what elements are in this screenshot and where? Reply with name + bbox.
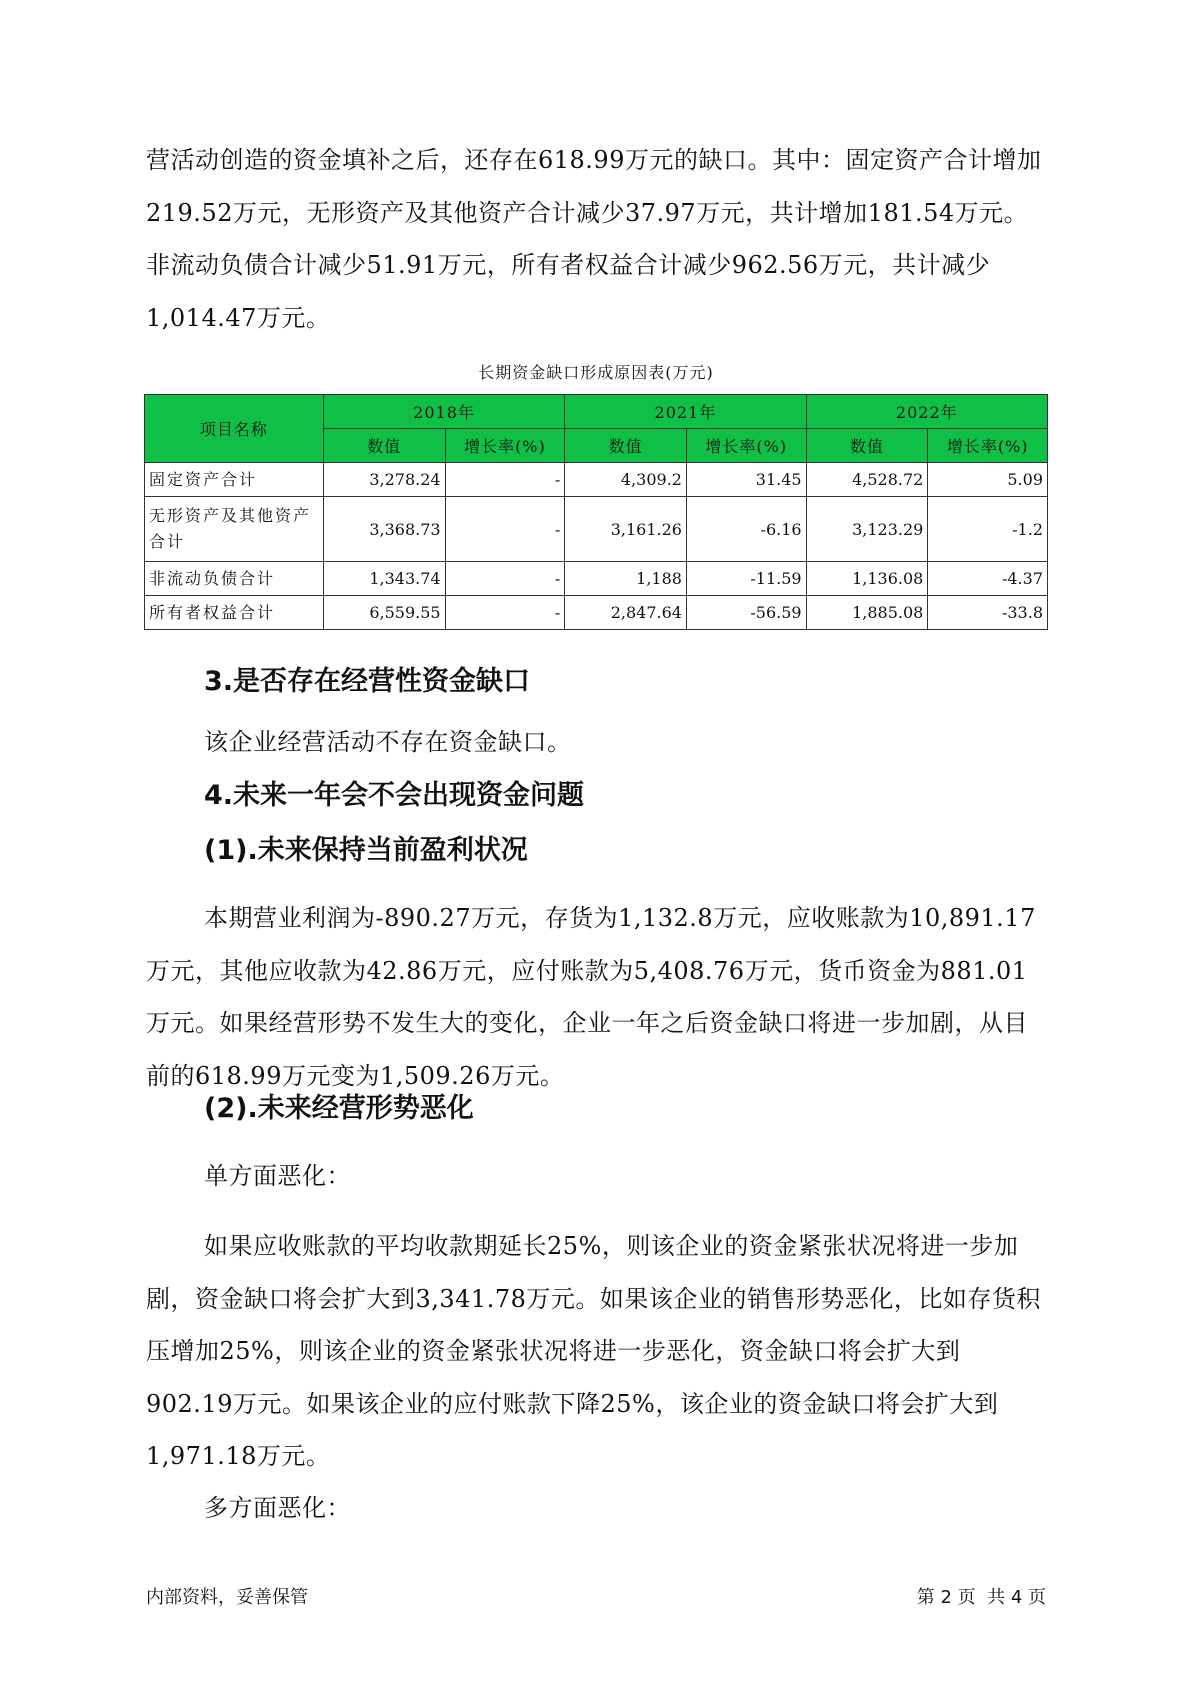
cell-growth: -33.8: [928, 596, 1048, 630]
paragraph-single-deterioration-label: 单方面恶化：: [204, 1162, 351, 1190]
cell-growth: -1.2: [928, 497, 1048, 562]
table-row: [145, 596, 1048, 630]
cell-value: 1,343.74: [323, 562, 445, 596]
cell-growth: -56.59: [686, 596, 806, 630]
cell-value: 6,559.55: [323, 596, 445, 630]
header-item-name: 项目名称: [145, 395, 324, 463]
paragraph-current-profit: 本期营业利润为-890.27万元，存货为1,132.8万元，应收账款为10,891.17万元，其他应收款为42.86万元，应付账款为5,408.76万元，货币资金为881.01万元。如果经营形势不发生大的变化，企业一年之后资金缺口将进一步加剧，从目前的618.99万元变为1,509.26万元。: [146, 904, 1036, 1090]
cell-growth: -11.59: [686, 562, 806, 596]
paragraph-operating-gap: 该企业经营活动不存在资金缺口。: [204, 728, 572, 756]
header-value: 数值: [565, 429, 687, 463]
paragraph-multi-deterioration-label: 多方面恶化：: [204, 1494, 351, 1522]
paragraph-single-deterioration: 如果应收账款的平均收款期延长25%，则该企业的资金紧张状况将进一步加剧，资金缺口将会扩大到3,341.78万元。如果该企业的销售形势恶化，比如存货积压增加25%，则该企业的资金紧张状况将进一步恶化，资金缺口将会扩大到902.19万元。如果该企业的应付账款下降25%，该企业的资金缺口将会扩大到1,971.18万元。: [146, 1232, 1041, 1470]
row-label: 无形资产及其他资产合计: [145, 497, 324, 562]
row-label: 非流动负债合计: [145, 562, 324, 596]
footer-confidential: 内部资料，妥善保管: [146, 1587, 308, 1608]
section-heading-3: 3.是否存在经营性资金缺口: [204, 666, 531, 697]
table-caption: 长期资金缺口形成原因表(万元): [478, 363, 714, 382]
cell-value: 3,278.24: [323, 463, 445, 497]
row-label: 固定资产合计: [145, 463, 324, 497]
row-label: 所有者权益合计: [145, 596, 324, 630]
cell-growth: -: [445, 497, 565, 562]
cell-growth: -: [445, 596, 565, 630]
cell-value: 4,528.72: [806, 463, 928, 497]
header-growth: 增长率(%): [445, 429, 565, 463]
subsection-heading-4-2: (2).未来经营形势恶化: [204, 1093, 474, 1124]
footer-page-number: 第 2 页 共 4 页: [916, 1587, 1046, 1608]
header-year-2018: 2018年: [323, 395, 564, 429]
cell-growth: -4.37: [928, 562, 1048, 596]
cell-growth: 5.09: [928, 463, 1048, 497]
cell-value: 4,309.2: [565, 463, 687, 497]
cell-value: 2,847.64: [565, 596, 687, 630]
paragraph-long-term-gap: 营活动创造的资金填补之后，还存在618.99万元的缺口。其中：固定资产合计增加219.52万元，无形资产及其他资产合计减少37.97万元，共计增加181.54万元。非流动负债合计减少51.91万元，所有者权益合计减少962.56万元，共计减少1,014.47万元。: [146, 146, 1042, 332]
header-growth: 增长率(%): [928, 429, 1048, 463]
long-term-gap-table: [144, 394, 1048, 630]
header-year-2021: 2021年: [565, 395, 806, 429]
cell-value: 1,885.08: [806, 596, 928, 630]
cell-growth: -: [445, 463, 565, 497]
cell-value: 3,123.29: [806, 497, 928, 562]
table-row: [145, 497, 1048, 562]
cell-value: 3,368.73: [323, 497, 445, 562]
header-growth: 增长率(%): [686, 429, 806, 463]
header-value: 数值: [323, 429, 445, 463]
section-heading-4: 4.未来一年会不会出现资金问题: [204, 780, 585, 811]
cell-value: 3,161.26: [565, 497, 687, 562]
cell-value: 1,136.08: [806, 562, 928, 596]
cell-growth: 31.45: [686, 463, 806, 497]
cell-value: 1,188: [565, 562, 687, 596]
header-year-2022: 2022年: [806, 395, 1047, 429]
cell-growth: -: [445, 562, 565, 596]
cell-growth: -6.16: [686, 497, 806, 562]
header-value: 数值: [806, 429, 928, 463]
table-row: [145, 463, 1048, 497]
subsection-heading-4-1: (1).未来保持当前盈利状况: [204, 835, 528, 866]
table-row: [145, 562, 1048, 596]
